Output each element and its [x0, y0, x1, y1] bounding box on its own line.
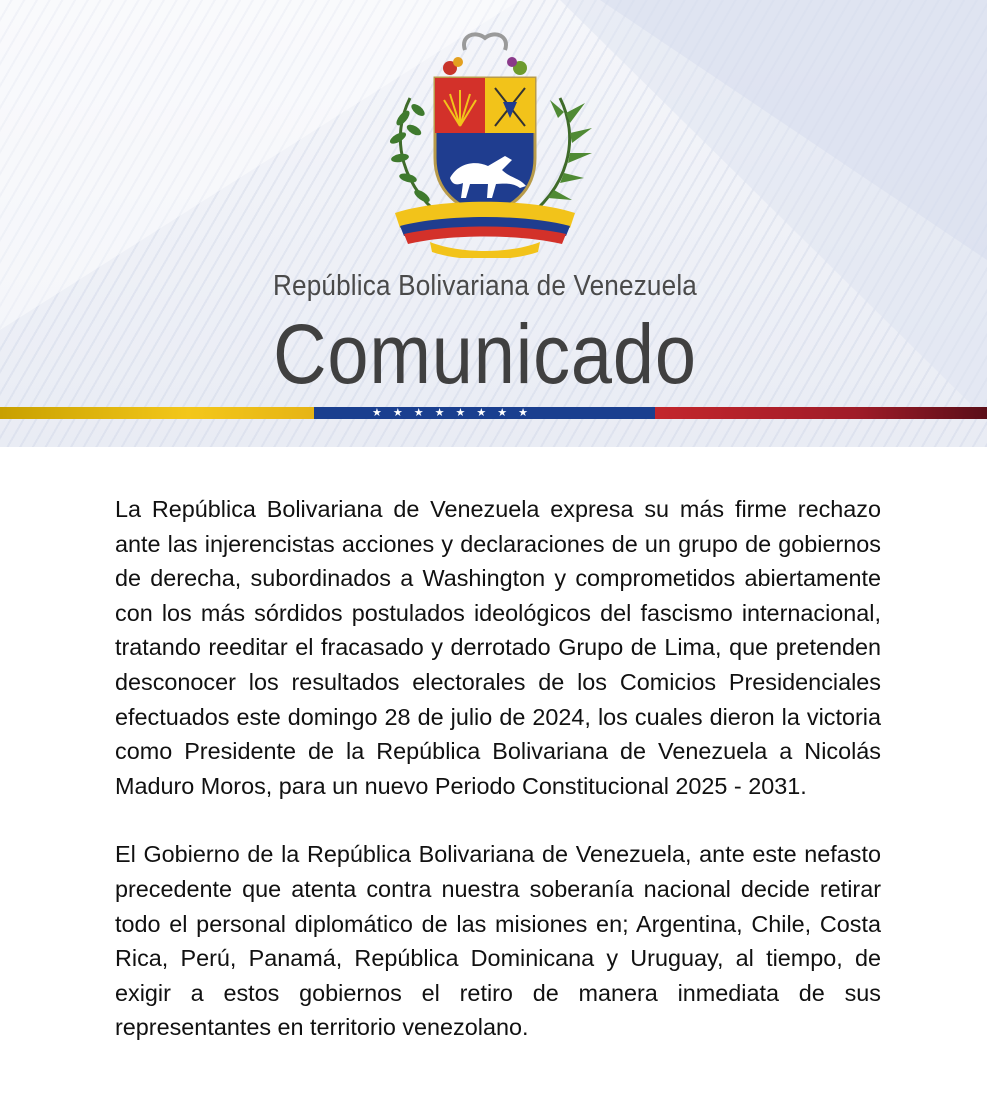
star-icon: ★: [476, 407, 487, 419]
header-banner: [0, 0, 987, 447]
republic-name: República Bolivariana de Venezuela: [272, 270, 698, 302]
page-title: Comunicado: [273, 307, 697, 401]
statement-body: [115, 492, 881, 1079]
star-icon: ★: [392, 407, 403, 419]
star-icon: ★: [372, 407, 382, 419]
star-icon: ★: [455, 407, 466, 419]
star-icon: ★: [434, 407, 445, 419]
flag-blue: [314, 407, 655, 419]
star-icon: ★: [518, 407, 528, 419]
coat-of-arms-icon: [370, 28, 600, 258]
flag-stripe: [0, 407, 987, 419]
stars-row: [314, 407, 528, 419]
flag-red: [655, 407, 987, 419]
star-icon: ★: [497, 407, 508, 419]
flag-yellow: [0, 407, 314, 419]
paragraph-1: La República Bolivariana de Venezuela expresa su más firme rechazo ante las injerencistas acciones y declaraciones de un grupo de gobiernos de derecha, subordinados a Washington y comprometidos abiertamente con los más sórdidos postulados ideológicos del fascismo internacional, tratando reeditar el fracasado y derrotado Grupo de Lima, que pretenden desconocer los resultados electorales de los Comicios Presidenciales efectuados este domingo 28 de julio de 2024, los cuales dieron la victoria como Presidente de la República Bolivariana de Venezuela a Nicolás Maduro Moros, para un nuevo Periodo Constitucional 2025 - 2031.: [115, 496, 881, 799]
paragraph-2: El Gobierno de la República Bolivariana de Venezuela, ante este nefasto precedente que atenta contra nuestra soberanía nacional decide retirar todo el personal diplomático de las misiones en; Argentina, Chile, Costa Rica, Perú, Panamá, República Dominicana y Uruguay, al tiempo, de exigir a estos gobiernos el retiro de manera inmediata de sus representantes en territorio venezolano.: [115, 841, 881, 1041]
star-icon: ★: [413, 407, 424, 419]
